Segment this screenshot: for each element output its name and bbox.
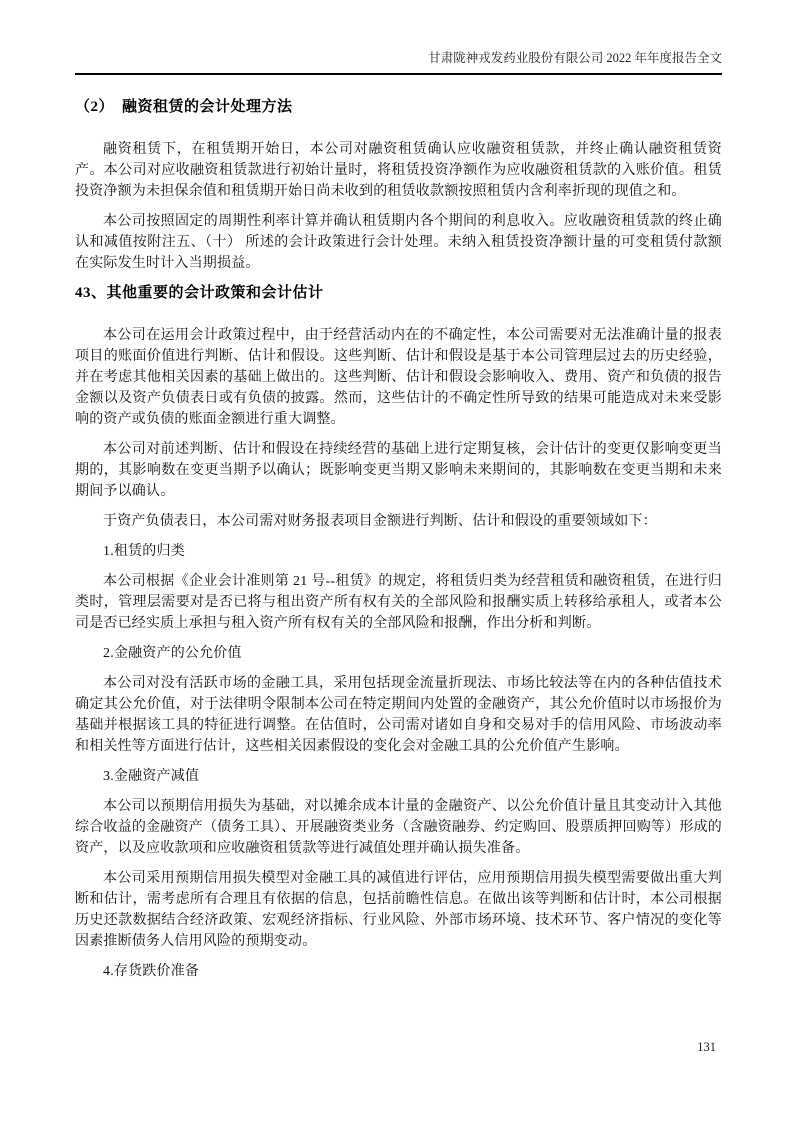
paragraph-finance-lease-1: 融资租赁下，在租赁期开始日，本公司对融资租赁确认应收融资租赁款，并终止确认融资租赁资产。本公司对应收融资租赁款进行初始计量时，将租赁投资净额作为应收融资租赁款的入账价值。租赁投资净额为未担保余值和租赁期开始日尚未收到的租赁收款额按照租赁内含利率折现的现值之和。 [75, 142, 722, 199]
paragraph-item-3-1: 本公司以预期信用损失为基础，对以摊余成本计量的金融资产、以公允价值计量且其变动计入其他综合收益的金融资产（债务工具）、开展融资类业务（含融资融券、约定购回、股票质押回购等）形成的资产，以及应收款项和应收融资租赁款等进行减值处理并确认损失准备。 [75, 799, 722, 856]
paragraph-estimates-intro-3: 于资产负债表日，本公司需对财务报表项目金额进行判断、估计和假设的重要领域如下： [103, 514, 657, 529]
item-4-title: 4.存货跌价准备 [103, 964, 200, 979]
page-footer [697, 1040, 716, 1055]
paragraph-estimates-intro-2: 本公司对前述判断、估计和假设在持续经营的基础上进行定期复核，会计估计的变更仅影响变更当期的，其影响数在变更当期予以确认；既影响变更当期又影响未来期间的，其影响数在变更当期和未来期间予以确认。 [75, 442, 722, 499]
paragraph-estimates-intro-1: 本公司在运用会计政策过程中，由于经营活动内在的不确定性，本公司需要对无法准确计量的报表项目的账面价值进行判断、估计和假设。这些判断、估计和假设是基于本公司管理层过去的历史经验，并在考虑其他相关因素的基础上做出的。这些判断、估计和假设会影响收入、费用、资产和负债的报告金额以及资产负债表日或有负债的披露。然而，这些估计的不确定性所导致的结果可能造成对未来受影响的资产或负债的账面金额进行重大调整。 [75, 328, 722, 427]
paragraph-item-1: 本公司根据《企业会计准则第 21 号--租赁》的规定，将租赁归类为经营租赁和融资租赁，在进行归类时，管理层需要对是否已将与租出资产所有权有关的全部风险和报酬实质上转移给承租人，或者本公司是否已经实质上承担与租入资产所有权有关的全部风险和报酬，作出分析和判断。 [75, 574, 722, 631]
page-header [75, 50, 722, 75]
paragraph-finance-lease-2: 本公司按照固定的周期性利率计算并确认租赁期内各个期间的利息收入。应收融资租赁款的终止确认和减值按附注五、（十） 所述的会计政策进行会计处理。未纳入租赁投资净额计量的可变租赁付款额在实际发生时计入当期损益。 [75, 214, 722, 271]
item-3-title: 3.金融资产减值 [103, 769, 200, 784]
paragraph-item-2: 本公司对没有活跃市场的金融工具，采用包括现金流量折现法、市场比较法等在内的各种估值技术确定其公允价值，对于法律明令限制本公司在特定期间内处置的金融资产，其公允价值时以市场报价为基础并根据该工具的特征进行调整。在估值时，公司需对诸如自身和交易对手的信用风险、市场波动率和相关性等方面进行估计，这些相关因素假设的变化会对金融工具的公允价值产生影响。 [75, 676, 722, 754]
page-number: 131 [697, 1040, 716, 1054]
item-2-title: 2.金融资产的公允价值 [103, 646, 242, 661]
paragraph-item-3-2: 本公司采用预期信用损失模型对金融工具的减值进行评估，应用预期信用损失模型需要做出重大判断和估计，需考虑所有合理且有依据的信息，包括前瞻性信息。在做出该等判断和估计时，本公司根据历史还款数据结合经济政策、宏观经济指标、行业风险、外部市场环境、技术环节、客户情况的变化等因素推断债务人信用风险的预期变动。 [75, 871, 722, 949]
section-2-heading: （2） 融资租赁的会计处理方法 [75, 99, 293, 115]
section-43-heading: 43、其他重要的会计政策和会计估计 [75, 285, 324, 301]
item-1-title: 1.租赁的归类 [103, 544, 185, 559]
document-content [75, 97, 722, 982]
report-header-title: 甘肃陇神戎发药业股份有限公司 2022 年年度报告全文 [428, 51, 722, 65]
